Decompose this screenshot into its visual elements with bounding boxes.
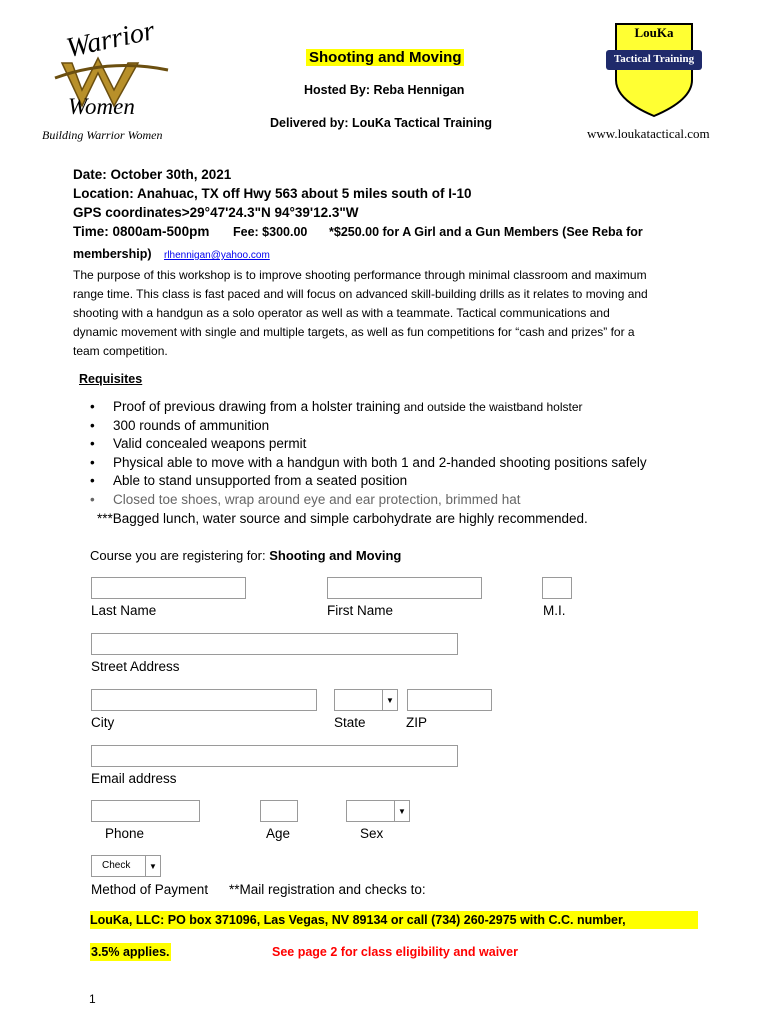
course-line: Course you are registering for: Shooting and Moving — [90, 548, 402, 563]
payment-method-label: Method of Payment — [91, 882, 209, 897]
list-item: • Physical able to move with a handgun with both 1 and 2-handed shooting positions safely — [88, 454, 647, 473]
event-gps: GPS coordinates>29°47'24.3"N 94°39'12.3"W — [73, 205, 359, 220]
requisites-list — [88, 398, 647, 509]
last-name-label: Last Name — [91, 603, 157, 618]
logo-word-warrior: Warrior — [63, 15, 158, 64]
state-select[interactable] — [334, 689, 398, 711]
street-address-label: Street Address — [91, 659, 180, 674]
event-location: Location: Anahuac, TX off Hwy 563 about 5 miles south of I-10 — [73, 186, 472, 201]
logo-tagline: Building Warrior Women — [42, 128, 163, 142]
list-item: • Closed toe shoes, wrap around eye and ear protection, brimmed hat — [88, 491, 647, 510]
requisites-heading: Requisites — [79, 372, 143, 386]
purpose-line: dynamic movement with single and multiple targets, as well as fun competitions for “cash and prizes” for a — [73, 325, 635, 339]
purpose-line: team competition. — [73, 344, 168, 358]
louka-logo — [604, 20, 704, 120]
zip-label: ZIP — [406, 715, 428, 730]
phone-input[interactable] — [91, 800, 200, 822]
mi-label: M.I. — [543, 603, 566, 618]
first-name-input[interactable] — [327, 577, 482, 599]
hosted-by: Hosted By: Reba Hennigan — [304, 83, 465, 97]
mi-input[interactable] — [542, 577, 572, 599]
website-url: www.loukatactical.com — [587, 126, 710, 141]
first-name-label: First Name — [327, 603, 394, 618]
email-input[interactable] — [91, 745, 458, 767]
logo-top-text: LouKa — [634, 25, 674, 40]
lunch-note: ***Bagged lunch, water source and simple carbohydrate are highly recommended. — [97, 511, 588, 526]
purpose-line: shooting with a handgun as a solo operator as well as with a teammate. Tactical communications and — [73, 306, 610, 320]
zip-input[interactable] — [407, 689, 492, 711]
state-label: State — [334, 715, 366, 730]
payment-method-select[interactable] — [91, 855, 161, 877]
delivered-by: Delivered by: LouKa Tactical Training — [270, 116, 493, 130]
see-page-note: See page 2 for class eligibility and waiver — [272, 945, 518, 959]
mail-note: **Mail registration and checks to: — [229, 882, 426, 897]
last-name-input[interactable] — [91, 577, 246, 599]
chevron-down-icon[interactable]: ▼ — [145, 856, 160, 876]
list-item: • 300 rounds of ammunition — [88, 417, 647, 436]
event-fee: Fee: $300.00 — [233, 225, 308, 239]
city-input[interactable] — [91, 689, 317, 711]
sex-label: Sex — [360, 826, 384, 841]
email-link[interactable]: rlhennigan@yahoo.com — [164, 250, 270, 261]
payment-method-value: Check — [102, 860, 131, 871]
warrior-women-logo — [40, 15, 180, 143]
purpose-line: The purpose of this workshop is to improve shooting performance through minimal classroom and maximum — [73, 268, 647, 282]
logo-word-women: Women — [68, 94, 135, 119]
chevron-down-icon[interactable]: ▼ — [382, 690, 397, 710]
list-item: • Able to stand unsupported from a seated position — [88, 472, 647, 491]
page-title: Shooting and Moving — [306, 49, 464, 66]
logo-banner-text: Tactical Training — [613, 53, 695, 65]
page-number: 1 — [89, 992, 96, 1006]
list-item: • Proof of previous drawing from a holster training and outside the waistband holster — [88, 398, 647, 417]
event-time: Time: 0800am-500pm — [73, 224, 210, 239]
member-fee: *$250.00 for A Girl and a Gun Members (See Reba for — [329, 225, 643, 239]
city-label: City — [91, 715, 115, 730]
purpose-line: range time. This class is fast paced and will focus on advanced skill-building drills as it relates to moving and — [73, 287, 648, 301]
street-address-input[interactable] — [91, 633, 458, 655]
mailing-address: LouKa, LLC: PO box 371096, Las Vegas, NV 89134 or call (734) 260-2975 with C.C. number, — [90, 911, 698, 929]
purpose-paragraph — [73, 266, 713, 361]
age-label: Age — [266, 826, 291, 841]
list-item: • Valid concealed weapons permit — [88, 435, 647, 454]
chevron-down-icon[interactable]: ▼ — [394, 801, 409, 821]
member-fee-cont: membership) — [73, 247, 152, 261]
event-date: Date: October 30th, 2021 — [73, 167, 232, 182]
mailing-address-cont: 3.5% applies. — [91, 945, 170, 959]
age-input[interactable] — [260, 800, 298, 822]
phone-label: Phone — [105, 826, 145, 841]
sex-select[interactable] — [346, 800, 410, 822]
email-label: Email address — [91, 771, 177, 786]
